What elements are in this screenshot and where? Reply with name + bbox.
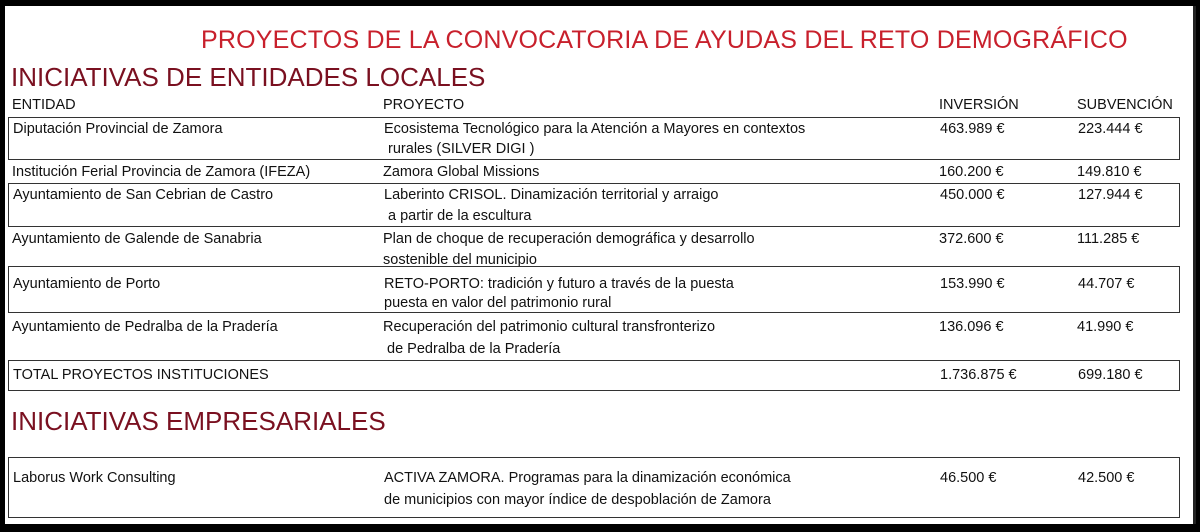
table-row — [8, 183, 1180, 227]
table-row — [8, 161, 1180, 183]
page-title: PROYECTOS DE LA CONVOCATORIA DE AYUDAS DEL RETO DEMOGRÁFICO — [201, 26, 1128, 54]
inversion-cell: 153.990 € — [940, 276, 1005, 292]
proyecto-cell: Zamora Global Missions — [383, 164, 540, 180]
subvencion-cell: 223.444 € — [1078, 121, 1143, 137]
subvencion-cell: 44.707 € — [1078, 276, 1135, 292]
proyecto-cell: ACTIVA ZAMORA. Programas para la dinamización económica — [384, 470, 791, 486]
section-title-local: INICIATIVAS DE ENTIDADES LOCALES — [11, 62, 486, 92]
proyecto-cell: Laberinto CRISOL. Dinamización territorial y arraigo — [384, 187, 719, 203]
total-subvencion: 699.180 € — [1078, 367, 1143, 383]
proyecto-cell: RETO-PORTO: tradición y futuro a través de la puesta — [384, 276, 734, 292]
total-row — [8, 360, 1180, 391]
entidad-cell: Ayuntamiento de Galende de Sanabria — [12, 231, 262, 247]
subvencion-cell: 127.944 € — [1078, 187, 1143, 203]
table-row — [8, 316, 1180, 360]
entidad-cell: Ayuntamiento de Porto — [13, 276, 161, 292]
proyecto-cell-line2: de Pedralba de la Pradería — [383, 341, 561, 357]
entidad-cell: Ayuntamiento de Pedralba de la Pradería — [12, 319, 278, 335]
proyecto-cell-line2: sostenible del municipio — [383, 252, 537, 268]
col-header-entidad: ENTIDAD — [12, 97, 76, 113]
entidad-cell: Ayuntamiento de San Cebrian de Castro — [13, 187, 274, 203]
inversion-cell: 450.000 € — [940, 187, 1005, 203]
proyecto-cell-line2: de municipios con mayor índice de despoblación de Zamora — [384, 492, 771, 508]
proyecto-cell-line2: a partir de la escultura — [384, 208, 532, 224]
inversion-cell: 136.096 € — [939, 319, 1004, 335]
subvencion-cell: 111.285 € — [1077, 231, 1140, 247]
col-header-subvencion: SUBVENCIÓN — [1077, 97, 1173, 113]
inversion-cell: 160.200 € — [939, 164, 1004, 180]
table-row — [8, 117, 1180, 160]
table-row — [8, 266, 1180, 313]
subvencion-cell: 41.990 € — [1077, 319, 1134, 335]
entidad-cell: Institución Ferial Provincia de Zamora (IFEZA) — [12, 164, 311, 180]
proyecto-cell: Plan de choque de recuperación demográfica y desarrollo — [383, 231, 755, 247]
subvencion-cell: 149.810 € — [1077, 164, 1142, 180]
total-label: TOTAL PROYECTOS INSTITUCIONES — [13, 367, 269, 383]
col-header-inversion: INVERSIÓN — [939, 97, 1019, 113]
proyecto-cell: Ecosistema Tecnológico para la Atención a Mayores en contextos — [384, 121, 806, 137]
proyecto-cell-line2: rurales (SILVER DIGI ) — [384, 141, 535, 157]
inversion-cell: 46.500 € — [940, 470, 997, 486]
inversion-cell: 372.600 € — [939, 231, 1004, 247]
table-row — [8, 457, 1180, 518]
inversion-cell: 463.989 € — [940, 121, 1005, 137]
entidad-cell: Laborus Work Consulting — [13, 470, 176, 486]
section-title-empresariales: INICIATIVAS EMPRESARIALES — [11, 406, 386, 436]
entidad-cell: Diputación Provincial de Zamora — [13, 121, 223, 137]
total-inversion: 1.736.875 € — [940, 367, 1017, 383]
subvencion-cell: 42.500 € — [1078, 470, 1135, 486]
col-header-proyecto: PROYECTO — [383, 97, 465, 113]
proyecto-cell: Recuperación del patrimonio cultural transfronterizo — [383, 319, 716, 335]
document-page — [5, 6, 1196, 524]
proyecto-cell-line2: puesta en valor del patrimonio rural — [384, 295, 612, 311]
